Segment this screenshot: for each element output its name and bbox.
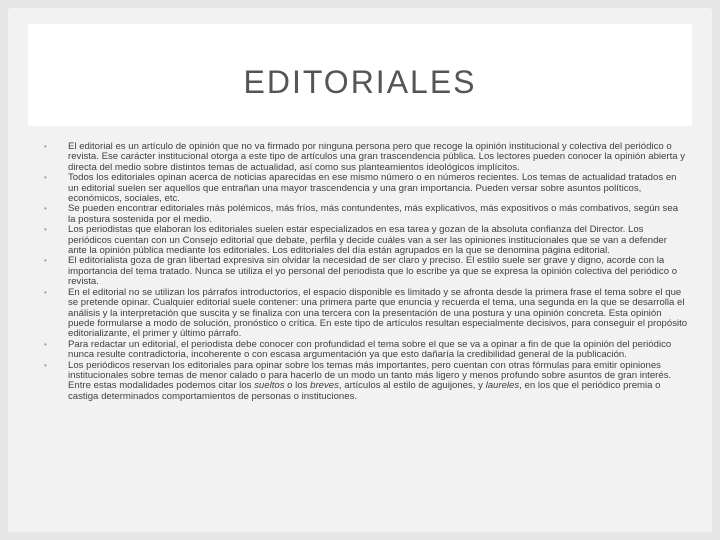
text-segment: , artículos al estilo de aguijones, y	[338, 380, 486, 392]
bullet-icon: •	[44, 142, 47, 151]
list-item-text: En el editorial no se utilizan los párrafos introductorios, el espacio disponible es limitado y se afronta desde la primera frase el tema sobre el que se pretende opinar. Cualquier editorial suele contener: una primera parte que enuncia y recuerda el tema, una segunda en la que se desarrolla el análisis y la interpretación que suscita y se finaliza con una tercera con la presentación de una postura y una opinión concreta. Esta opinión puede formularse a modo de solución, pronóstico o crítica. En este tipo de artículos resultan especialmente decisivos, para conseguir el propósito editorializante, el primer y último párrafo.	[68, 286, 688, 340]
list-item	[46, 173, 688, 204]
list-item	[46, 204, 688, 225]
text-segment: Los periódicos reservan los editoriales para opinar sobre los temas más importantes, pero cuentan con otras fórmulas para emitir opiniones institucionales sobre temas de menor calado o para hacerlo de un modo un tanto más ligero y menos profundo sobre asuntos de gran interés. Entre estas modalidades podemos citar los	[68, 359, 672, 392]
bullet-icon: •	[44, 287, 47, 297]
bullet-icon: •	[44, 360, 47, 370]
slide-title: EDITORIALES	[243, 64, 477, 100]
bullet-icon: •	[44, 225, 47, 235]
list-item	[46, 361, 688, 403]
list-item	[46, 256, 688, 287]
list-item-text	[68, 360, 671, 402]
bullet-icon: •	[44, 339, 47, 349]
list-item	[46, 340, 688, 361]
italic-term: breves	[310, 380, 339, 392]
text-segment: , en los que el periódico premia o castiga determinados comportamientos de personas o instituciones.	[68, 380, 661, 402]
list-item-text: Para redactar un editorial, el periodista debe conocer con profundidad el tema sobre el que se va a opinar a fin de que la opinión del periódico nunca resulte contradictoria, incoherente o con escasa argumentación ya que esto dañaría la credibilidad general de la publicación.	[68, 338, 672, 361]
text-segment: o los	[284, 380, 311, 392]
list-item	[46, 288, 688, 340]
bullet-list	[46, 142, 688, 402]
italic-term: laureles	[485, 380, 520, 392]
italic-term: sueltos	[254, 380, 285, 392]
bullet-icon: •	[44, 204, 47, 214]
list-item-text: Se pueden encontrar editoriales más polémicos, más fríos, más contundentes, más explicativos, más expositivos o más combativos, según sea la postura sostenida por el medio.	[68, 203, 679, 225]
bullet-icon: •	[44, 256, 47, 266]
list-item	[46, 142, 688, 173]
list-item-text: Todos los editoriales opinan acerca de noticias aparecidas en ese mismo número o en números recientes. Los temas de actualidad tratados en un editorial suelen ser aquellos que entrañan una mayor trascendencia y una gran importancia. Pueden versar sobre asuntos políticos, económicos, sociales, etc.	[68, 172, 677, 205]
list-item-text: El editorialista goza de gran libertad expresiva sin olvidar la necesidad de ser claro y preciso. El estilo suele ser grave y digno, acorde con la importancia del tema tratado. Nunca se utiliza el yo personal del periodista que lo escribe ya que se expresa la opinión colectiva del periódico o revista.	[68, 255, 678, 288]
list-item-text: Los periodistas que elaboran los editoriales suelen estar especializados en esa tarea y gozan de la absoluta confianza del Director. Los periódicos cuentan con un Consejo editorial que debate, perfila y decide cuáles van a ser las opiniones institucionales que se van a defender ante la opinión pública mediante los editoriales. Los editoriales del día están agrupados en la que se denomina página editorial.	[68, 224, 667, 257]
list-item-text: El editorial es un artículo de opinión que no va firmado por ninguna persona pero que recoge la opinión institucional y colectiva del periódico o revista. Ese carácter institucional otorga a este tipo de artículos una gran trascendencia pública. Los lectores pueden conocer la opinión abierta y directa del medio sobre distintos temas de actualidad, así como sus planteamientos ideológicos implícitos.	[68, 141, 686, 173]
bullet-icon: •	[44, 173, 47, 183]
list-item	[46, 225, 688, 256]
slide-content	[46, 142, 688, 402]
title-panel	[28, 24, 692, 126]
slide	[8, 8, 712, 532]
